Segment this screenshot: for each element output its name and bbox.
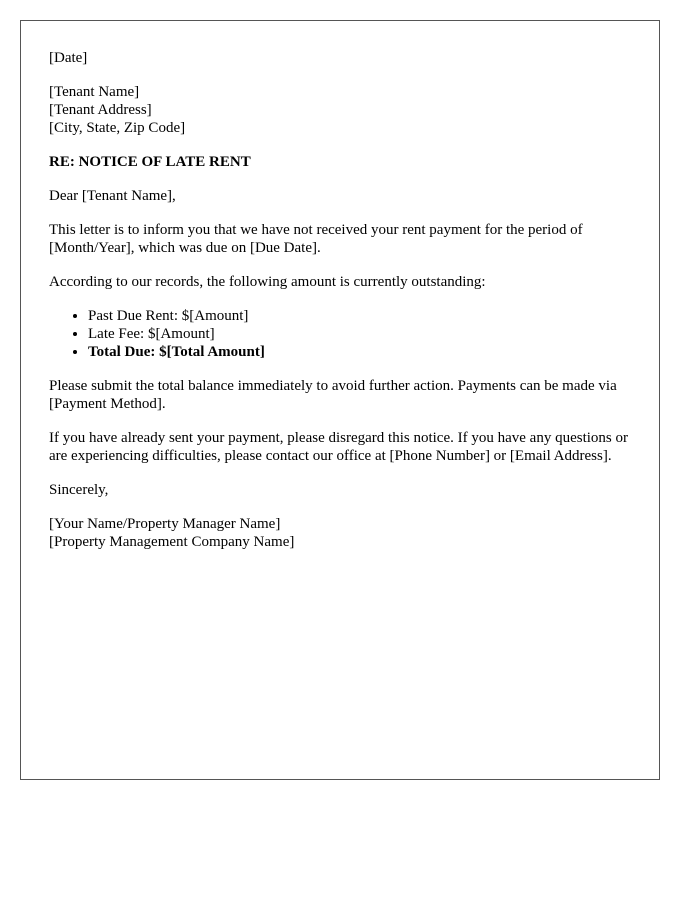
date-text: [Date]: [49, 50, 88, 66]
payment-text: Please submit the total balance immediately to avoid further action. Payments can be made via [Payment Method].: [49, 378, 617, 412]
list-item-past-due-rent: [88, 307, 631, 325]
contact-text: If you have already sent your payment, please disregard this notice. If you have any questions or are experiencing difficulties, please contact our office at [Phone Number] or [Email Address].: [49, 430, 628, 464]
list-item-late-fee: [88, 325, 631, 343]
recipient-block: [49, 83, 631, 137]
closing-text: Sincerely,: [49, 482, 109, 498]
company-name: [Property Management Company Name]: [49, 534, 295, 550]
subject-text: RE: NOTICE OF LATE RENT: [49, 154, 251, 170]
records-text: According to our records, the following amount is currently outstanding:: [49, 274, 486, 290]
signer-name: [Your Name/Property Manager Name]: [49, 516, 281, 532]
charges-list: [49, 307, 631, 361]
salutation-text: Dear [Tenant Name],: [49, 188, 176, 204]
tenant-address: [Tenant Address]: [49, 102, 152, 118]
total-due-text: Total Due: $[Total Amount]: [88, 344, 265, 360]
late-rent-notice-letter: [20, 20, 660, 780]
intro-paragraph: [49, 221, 631, 257]
salutation: [49, 187, 631, 205]
payment-paragraph: [49, 377, 631, 413]
late-fee-text: Late Fee: $[Amount]: [88, 326, 215, 342]
closing: [49, 481, 631, 499]
signature-block: [49, 515, 631, 551]
subject-line: [49, 153, 631, 171]
list-item-total-due: [88, 343, 631, 361]
tenant-name: [Tenant Name]: [49, 84, 140, 100]
tenant-city-state-zip: [City, State, Zip Code]: [49, 120, 186, 136]
records-paragraph: [49, 273, 631, 291]
past-due-rent-text: Past Due Rent: $[Amount]: [88, 308, 249, 324]
contact-paragraph: [49, 429, 631, 465]
intro-text: This letter is to inform you that we have not received your rent payment for the period of [Month/Year], which was due on [Due Date].: [49, 222, 583, 256]
letter-date: [49, 49, 631, 67]
